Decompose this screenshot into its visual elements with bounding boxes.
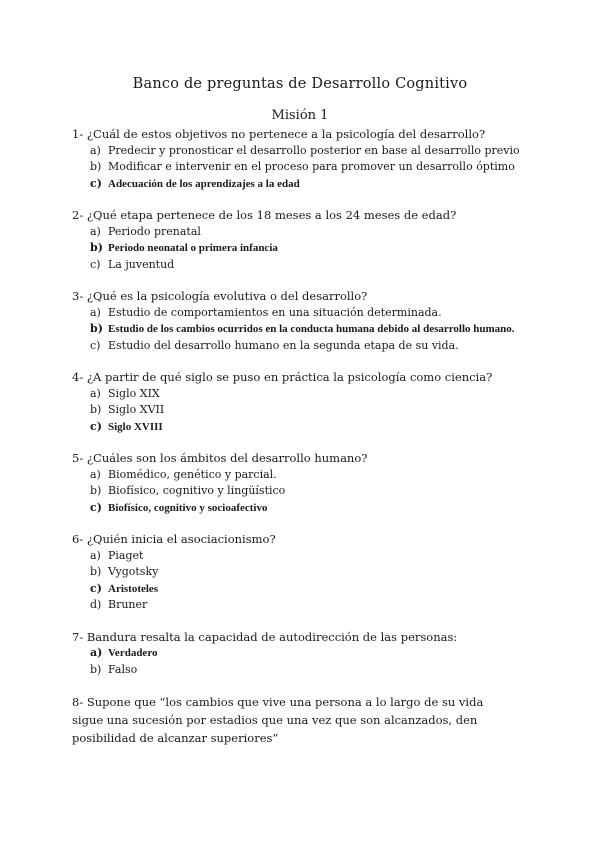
option-a-correct: a) Verdadero bbox=[90, 646, 158, 659]
options-list bbox=[72, 143, 542, 193]
question-7 bbox=[72, 629, 542, 679]
option-b: b) Siglo XVII bbox=[90, 403, 165, 416]
option-c-correct: c) Biofísico, cognitivo y socioafectivo bbox=[90, 500, 268, 514]
options-list bbox=[72, 305, 542, 355]
option-b-correct: b) Estudio de los cambios ocurridos en la conducta humana debido al desarrollo humano. bbox=[90, 322, 515, 335]
question-text: 2- ¿Qué etapa pertenece de los 18 meses a los 24 meses de edad? bbox=[72, 208, 457, 222]
option-d: d) Bruner bbox=[90, 598, 148, 611]
question-6 bbox=[72, 531, 542, 614]
option-c: c) Estudio del desarrollo humano en la segunda etapa de su vida. bbox=[90, 338, 459, 352]
question-3 bbox=[72, 288, 542, 354]
question-2 bbox=[72, 207, 542, 273]
option-a: a) Periodo prenatal bbox=[90, 224, 201, 238]
option-c: c) La juventud bbox=[90, 257, 175, 271]
question-8: 8- Supone que “los cambios que vive una persona a lo largo de su vida sigue una sucesión por estadios que una vez que son alcanzados, den posibilidad de alcanzar superiores” bbox=[72, 695, 484, 745]
question-text: 1- ¿Cuál de estos objetivos no pertenece a la psicología del desarrollo? bbox=[72, 127, 486, 141]
option-a: a) Piaget bbox=[90, 548, 144, 562]
option-c-correct: c) Siglo XVIII bbox=[90, 419, 163, 433]
option-c-correct: c) Adecuación de los aprendizajes a la edad bbox=[90, 176, 300, 190]
question-text: 5- ¿Cuáles son los ámbitos del desarrollo humano? bbox=[72, 451, 368, 465]
question-5 bbox=[72, 450, 542, 516]
options-list bbox=[72, 386, 542, 436]
option-c-correct: c) Aristoteles bbox=[90, 581, 159, 595]
option-a: a) Estudio de comportamientos en una situación determinada. bbox=[90, 305, 442, 319]
option-a: a) Biomédico, genético y parcial. bbox=[90, 467, 277, 481]
option-b: b) Vygotsky bbox=[90, 565, 159, 578]
question-list bbox=[72, 126, 542, 747]
option-a: a) Siglo XIX bbox=[90, 386, 160, 400]
option-a: a) Predecir y pronosticar el desarrollo posterior en base al desarrollo previo bbox=[90, 143, 520, 157]
option-b: b) Falso bbox=[90, 662, 138, 676]
option-b: b) Modificar e intervenir en el proceso para promover un desarrollo óptimo bbox=[90, 160, 515, 173]
options-list bbox=[72, 548, 542, 614]
question-text: 4- ¿A partir de qué siglo se puso en práctica la psicología como ciencia? bbox=[72, 370, 493, 384]
question-text: 6- ¿Quién inicia el asociacionismo? bbox=[72, 532, 276, 546]
option-b-correct: b) Periodo neonatal o primera infancia bbox=[90, 241, 278, 254]
options-list bbox=[72, 467, 542, 517]
options-list bbox=[72, 645, 542, 678]
section-title: Misión 1 bbox=[271, 108, 329, 123]
question-4 bbox=[72, 369, 542, 435]
page-title: Banco de preguntas de Desarrollo Cognitivo bbox=[132, 76, 468, 92]
question-text: 3- ¿Qué es la psicología evolutiva o del desarrollo? bbox=[72, 289, 368, 303]
options-list bbox=[72, 224, 542, 274]
question-text: 7- Bandura resalta la capacidad de autodirección de las personas: bbox=[72, 629, 458, 644]
option-b: b) Biofísico, cognitivo y lingüístico bbox=[90, 484, 286, 497]
question-1 bbox=[72, 126, 542, 192]
